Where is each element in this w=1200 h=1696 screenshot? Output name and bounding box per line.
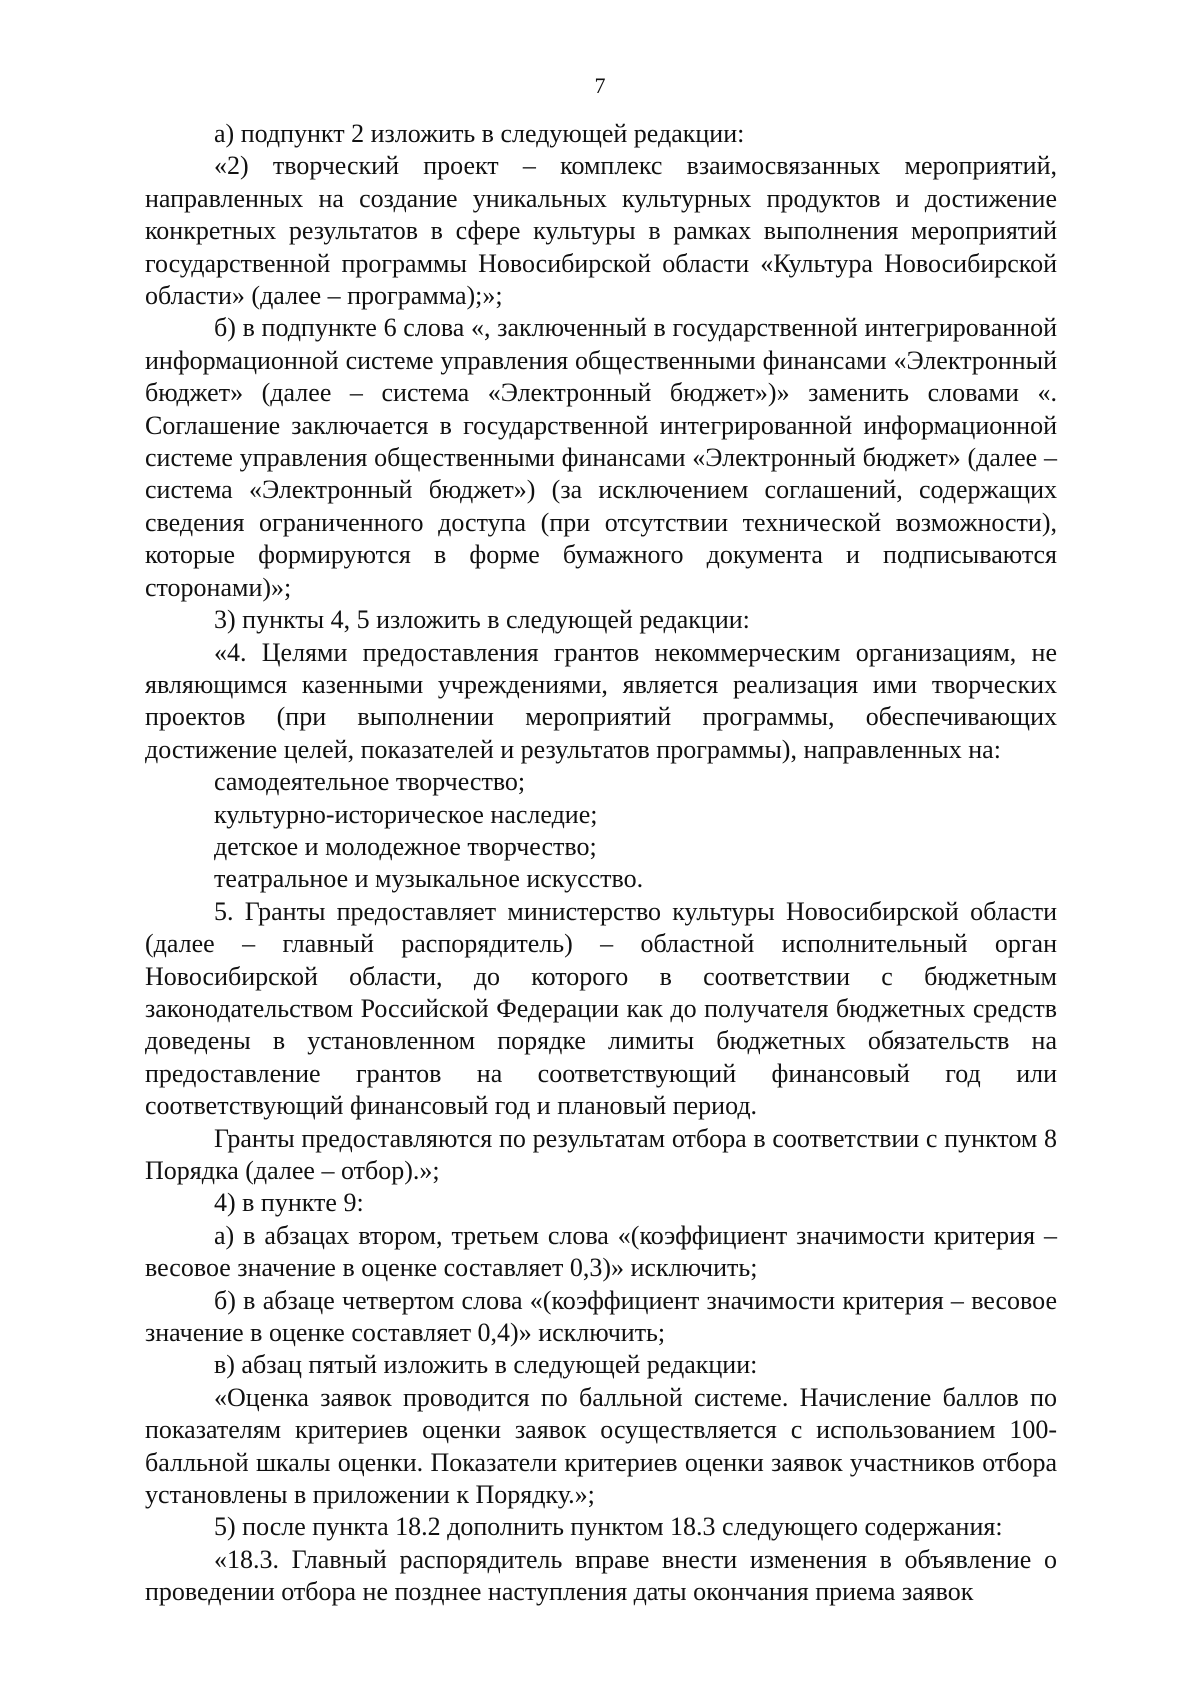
paragraph: культурно-историческое наследие;: [214, 799, 598, 829]
paragraph: 5. Гранты предоставляет министерство культуры Новосибирской области (далее – главный распорядитель) – областной исполнительный орган Новосибирской области, до которого в соответствии с бюджетным законодательством Российской Федерации как до получателя бюджетных средств доведены в установленном порядке лимиты бюджетных обязательств на предоставление грантов на соответствующий финансовый год или соответствующий финансовый год и плановый период.: [145, 896, 1057, 1121]
paragraph: в) абзац пятый изложить в следующей редакции:: [214, 1350, 758, 1380]
paragraph: б) в подпункте 6 слова «, заключенный в государственной интегрированной информационной системе управления общественными финансами «Электронный бюджет» (далее – система «Электронный бюджет»)» заменить словами «. Соглашение заключается в государственной интегрированной информационной системе управления общественными финансами «Электронный бюджет» (далее – система «Электронный бюджет») (за исключением соглашений, содержащих сведения ограниченного доступа (при отсутствии технической возможности), которые формируются в форме бумажного документа и подписываются сторонами)»;: [145, 313, 1057, 602]
paragraph: «Оценка заявок проводится по балльной системе. Начисление баллов по показателям критериев оценки заявок осуществляется с использованием 100-балльной шкалы оценки. Показатели критериев оценки заявок участников отбора установлены в приложении к Порядку.»;: [145, 1382, 1057, 1510]
paragraph: а) подпункт 2 изложить в следующей редакции:: [214, 119, 745, 148]
paragraph: детское и молодежное творчество;: [214, 831, 597, 861]
paragraph: 4) в пункте 9:: [214, 1188, 364, 1218]
paragraph: самодеятельное творчество;: [214, 767, 526, 797]
paragraph: 5) после пункта 18.2 дополнить пунктом 18.3 следующего содержания:: [214, 1512, 1003, 1542]
paragraph: 3) пункты 4, 5 изложить в следующей редакции:: [214, 605, 750, 635]
paragraph: «18.3. Главный распорядитель вправе внести изменения в объявление о проведении отбора не позднее наступления даты окончания приема заявок: [145, 1544, 1057, 1607]
paragraph: а) в абзацах втором, третьем слова «(коэффициент значимости критерия – весовое значение в оценке составляет 0,3)» исключить;: [145, 1220, 1057, 1283]
paragraph: Гранты предоставляются по результатам отбора в соответствии с пунктом 8 Порядка (далее – отбор).»;: [145, 1123, 1057, 1185]
paragraph: б) в абзаце четвертом слова «(коэффициент значимости критерия – весовое значение в оценке составляет 0,4)» исключить;: [145, 1285, 1057, 1348]
paragraph: «2) творческий проект – комплекс взаимосвязанных мероприятий, направленных на создание уникальных культурных продуктов и достижение конкретных результатов в сфере культуры в рамках выполнения мероприятий государственной программы Новосибирской области «Культура Новосибирской области» (далее – программа);»;: [145, 151, 1057, 311]
document-body: [145, 118, 1057, 1609]
paragraph: театральное и музыкальное искусство.: [214, 864, 644, 894]
page-number: 7: [594, 73, 606, 98]
paragraph: «4. Целями предоставления грантов некоммерческим организациям, не являющимся казенными учреждениями, является реализация ими творческих проектов (при выполнении мероприятий программы, обеспечивающих достижение целей, показателей и результатов программы), направленных на:: [145, 637, 1057, 764]
